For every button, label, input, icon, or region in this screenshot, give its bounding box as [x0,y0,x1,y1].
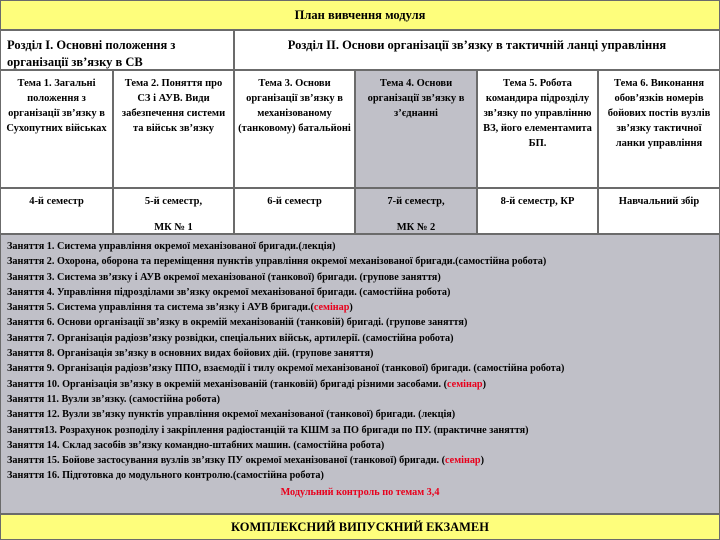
semester-cell-4 [355,188,477,234]
lesson-item: Заняття 4. Управління підрозділами зв’язку окремої механізованої бригади. (самостійна робота) [7,286,451,298]
semester-label: 8-й семестр, КР [500,196,575,207]
lesson-item: Заняття 14. Склад засобів зв’язку командно-штабних машин. (самостійна робота) [7,439,385,451]
lesson-item: Заняття 16. Підготовка до модульного контролю.(самостійна робота) [7,470,324,482]
section-1-header: Розділ І. Основні положення з організації зв’язку в СВ [0,30,234,70]
theme-6: Тема 6. Виконання обов’язків номерів бойових постів вузлів зв’язку тактичної ланки управління [598,70,720,188]
semester-label: 5-й семестр, [144,196,203,207]
lesson-item: Заняття 2. Охорона, оборона та переміщення пунктів управління окремої механізованої бригади.(самостійна робота) [7,256,547,268]
lesson-item: Заняття 8. Організація зв’язку в основних видах бойових дій. (групове заняття) [7,348,374,360]
lesson-item: Заняття 11. Вузли зв’язку. (самостійна робота) [7,393,221,405]
section-2-header: Розділ ІІ. Основи організації зв’язку в тактичній ланці управління [234,30,720,70]
semester-label: 7-й семестр, [387,196,445,207]
semester-cell-5 [477,188,598,234]
semester-cell-3 [234,188,355,234]
theme-4: Тема 4. Основи організації зв’язку в з’єднанні [355,70,477,188]
module-control-label: МК № 2 [396,222,436,233]
lesson-item: Заняття 6. Основи організації зв’язку в окремій механізованій (танковій) бригаді. (групове заняття) [7,317,468,329]
lesson-item: Заняття 9. Організація радіозв’язку ППО, взаємодії і тилу окремої механізованої (танкової) бригади. (самостійна робота) [7,363,565,375]
theme-3: Тема 3. Основи організації зв’язку в механізованому (танковому) батальйоні [234,70,355,188]
lessons-list [0,234,720,514]
module-control-note: Модульний контроль по темам 3,4 [280,486,440,498]
seminar-tag: семінар [447,378,483,390]
lesson-item: Заняття 7. Організація радіозв’язку розвідки, спеціальних військ, артилерії. (самостійна робота) [7,332,454,344]
theme-5: Тема 5. Робота командира підрозділу зв’язку по управлінню ВЗ, його елементамита БП. [477,70,598,188]
seminar-tag: семінар [445,455,481,467]
theme-2: Тема 2. Поняття про СЗ і АУВ. Види забезпечення системи та військ зв’язку [113,70,234,188]
lesson-item: Заняття 12. Вузли зв’язку пунктів управління окремої механізованої (танкової) бригади. (лекція) [7,409,456,421]
seminar-tag: семінар [313,302,350,314]
semester-cell-6 [598,188,720,234]
lesson-item: Заняття 5. Система управління та система зв’язку і АУВ бригади.(семінар) [7,302,353,314]
theme-1: Тема 1. Загальні положення з організації зв’язку в Сухопутних військах [0,70,113,188]
semester-cell-2 [113,188,234,234]
semester-label: Навчальний збір [618,196,700,207]
page-title: План вивчення модуля [0,0,720,30]
final-exam-banner: КОМПЛЕКСНИЙ ВИПУСКНИЙ ЕКЗАМЕН [0,514,720,540]
module-control-label: МК № 1 [154,222,193,233]
lesson-item: Заняття 15. Бойове застосування вузлів зв’язку ПУ окремої механізованої (танкової) бригади. (семінар) [7,455,485,467]
semester-label: 6-й семестр [267,196,322,207]
lesson-item: Заняття 3. Система зв’язку і АУВ окремої механізованої (танкової) бригади. (групове заняття) [7,271,441,283]
lesson-item: Заняття 1. Система управління окремої механізованої бригади.(лекція) [7,241,336,252]
lesson-item: Заняття 10. Організація зв’язку в окремій механізованій (танковій) бригаді різними засобами. (семінар) [7,378,487,390]
semester-label: 4-й семестр [29,196,84,207]
lesson-item: Заняття13. Розрахунок розподілу і закріплення радіостанцій та КШМ за ПО бригади по ПУ. (практичне заняття) [7,424,529,436]
semester-cell-1 [0,188,113,234]
